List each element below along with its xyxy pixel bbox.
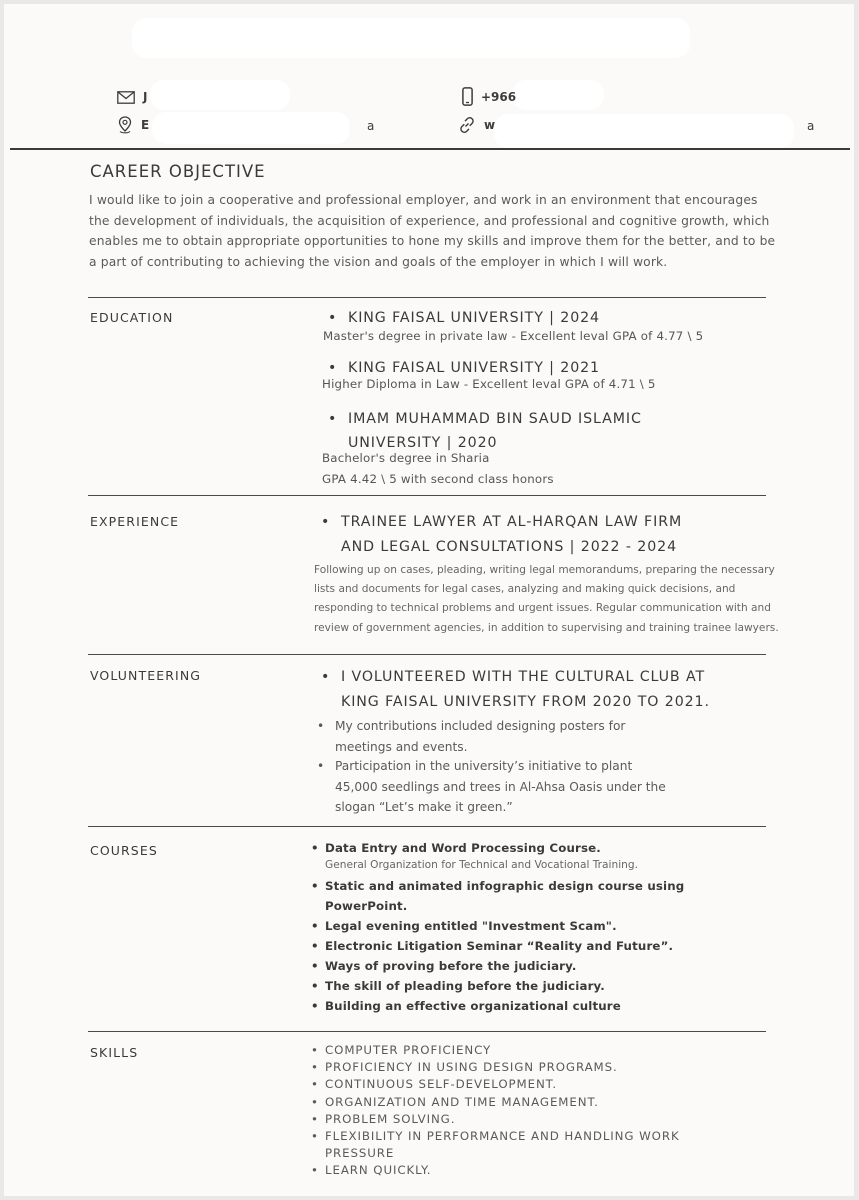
experience-description: Following up on cases, pleading, writing legal memorandums, preparing the necessary lists and documents for legal cases, analyzing and making quick decisions, and responding to technical problems and urgent issues. Regular communication with and review of government agencies, in addition to supervising and training trainee lawyers. (314, 564, 779, 634)
section-divider (88, 495, 766, 496)
contact-address-end (367, 119, 374, 133)
redacted-address (152, 112, 350, 144)
experience-title-line2: AND LEGAL CONSULTATIONS | 2022 - 2024 (341, 539, 678, 555)
volunteering-item: • My contributions included designing posters for meetings and events. (335, 716, 625, 757)
redacted-email (150, 80, 290, 110)
website-end-text: a (807, 119, 815, 133)
skills-list (311, 1042, 680, 1180)
bullet: • (311, 1043, 319, 1057)
experience-label: EXPERIENCE (90, 514, 180, 529)
skill-item: • CONTINUOUS SELF-DEVELOPMENT. (325, 1076, 680, 1093)
address-start-text: E (141, 118, 150, 132)
phone-icon (462, 87, 473, 106)
education-item-detail: GPA 4.42 \ 5 with second class honors (322, 472, 554, 486)
bullet: • (311, 1111, 319, 1126)
redacted-website (494, 114, 794, 148)
website-start-text: w (484, 118, 496, 132)
bullet: • (311, 1163, 319, 1178)
section-divider (88, 1031, 766, 1032)
envelope-icon (117, 91, 135, 104)
volunteering-item: • Participation in the university’s initiative to plant 45,000 seedlings and trees in Al-Ahsa Oasis under the slogan “Let’s make it green.” (335, 756, 666, 818)
link-icon (458, 116, 476, 134)
bullet: • (317, 719, 325, 733)
bullet: • (311, 939, 319, 953)
bullet: • (321, 514, 331, 530)
course-item-subtext: General Organization for Technical and Vocational Training. (325, 859, 638, 871)
bullet: • (311, 999, 319, 1013)
bullet: • (311, 959, 319, 973)
courses-label: COURSES (90, 843, 158, 858)
phone-text: +966 (481, 89, 517, 104)
skill-item: • FLEXIBILITY IN PERFORMANCE AND HANDLING WORK (325, 1128, 680, 1145)
education-item-title: • IMAM MUHAMMAD BIN SAUD ISLAMIC (348, 407, 642, 431)
course-item: • Data Entry and Word Processing Course. (325, 838, 601, 858)
bullet: • (311, 1077, 319, 1092)
education-item-title-line2: UNIVERSITY | 2020 (348, 435, 498, 451)
bullet: • (311, 841, 319, 855)
skill-item-continuation: PRESSURE (325, 1146, 395, 1161)
bullet: • (311, 919, 319, 933)
contact-phone (462, 87, 516, 106)
course-item: • Building an effective organizational culture (325, 996, 621, 1016)
skill-item: • LEARN QUICKLY. (325, 1162, 680, 1179)
education-label: EDUCATION (90, 310, 174, 325)
course-item: • Electronic Litigation Seminar “Reality and Future”. (325, 936, 673, 956)
bullet: • (311, 879, 319, 893)
contact-email (117, 90, 147, 104)
skill-item: • ORGANIZATION AND TIME MANAGEMENT. (325, 1094, 680, 1111)
career-objective-text: I would like to join a cooperative and professional employer, and work in an environment that encourages the development of individuals, the acquisition of experience, and professional and cognitive growth, which enables me to obtain appropriate opportunities to hone my skills and improve them for the better, and to be a part of contributing to achieving the vision and goals of the employer in which I will work. (89, 193, 776, 269)
header-divider (10, 148, 850, 150)
email-text: J (143, 90, 148, 104)
contact-website (458, 116, 495, 134)
course-item: • The skill of pleading before the judiciary. (325, 976, 605, 996)
education-item-detail: Master's degree in private law - Excellent leval GPA of 4.77 \ 5 (323, 329, 704, 343)
course-item: • Ways of proving before the judiciary. (325, 956, 577, 976)
redacted-phone (512, 80, 604, 110)
contact-address (117, 116, 149, 134)
bullet: • (311, 1060, 319, 1075)
course-item-continuation: PowerPoint. (325, 899, 408, 913)
bullet: • (311, 1094, 319, 1109)
contact-website-end (807, 119, 814, 133)
skill-item: • PROFICIENCY IN USING DESIGN PROGRAMS. (325, 1059, 680, 1076)
address-end-text: a (367, 119, 375, 133)
education-item-detail: Higher Diploma in Law - Excellent leval GPA of 4.71 \ 5 (322, 377, 656, 391)
redacted-name (132, 18, 690, 58)
bullet: • (321, 669, 331, 685)
skill-item: • PROBLEM SOLVING. (325, 1111, 680, 1128)
course-item: • Static and animated infographic design course using (325, 876, 684, 896)
section-divider (88, 654, 766, 655)
education-item-title: • KING FAISAL UNIVERSITY | 2021 (348, 356, 600, 380)
bullet: • (328, 360, 338, 376)
experience-title: • TRAINEE LAWYER AT AL-HARQAN LAW FIRM (341, 510, 682, 534)
location-pin-icon (117, 116, 133, 134)
bullet: • (317, 759, 325, 773)
section-divider (88, 297, 766, 298)
section-divider (88, 826, 766, 827)
course-item: • Legal evening entitled "Investment Scam". (325, 916, 617, 936)
bullet: • (311, 979, 319, 993)
volunteering-title: • I VOLUNTEERED WITH THE CULTURAL CLUB AT (341, 665, 705, 689)
career-objective-title: CAREER OBJECTIVE (90, 162, 266, 181)
education-item-detail: Bachelor's degree in Sharia (322, 451, 490, 465)
skill-item: • COMPUTER PROFICIENCY (325, 1042, 680, 1059)
bullet: • (328, 411, 338, 427)
volunteering-label: VOLUNTEERING (90, 668, 202, 683)
bullet: • (311, 1129, 319, 1144)
volunteering-title-line2: KING FAISAL UNIVERSITY FROM 2020 TO 2021. (341, 694, 710, 710)
education-item-title: • KING FAISAL UNIVERSITY | 2024 (348, 306, 600, 330)
skills-label: SKILLS (90, 1045, 139, 1060)
bullet: • (328, 310, 338, 326)
